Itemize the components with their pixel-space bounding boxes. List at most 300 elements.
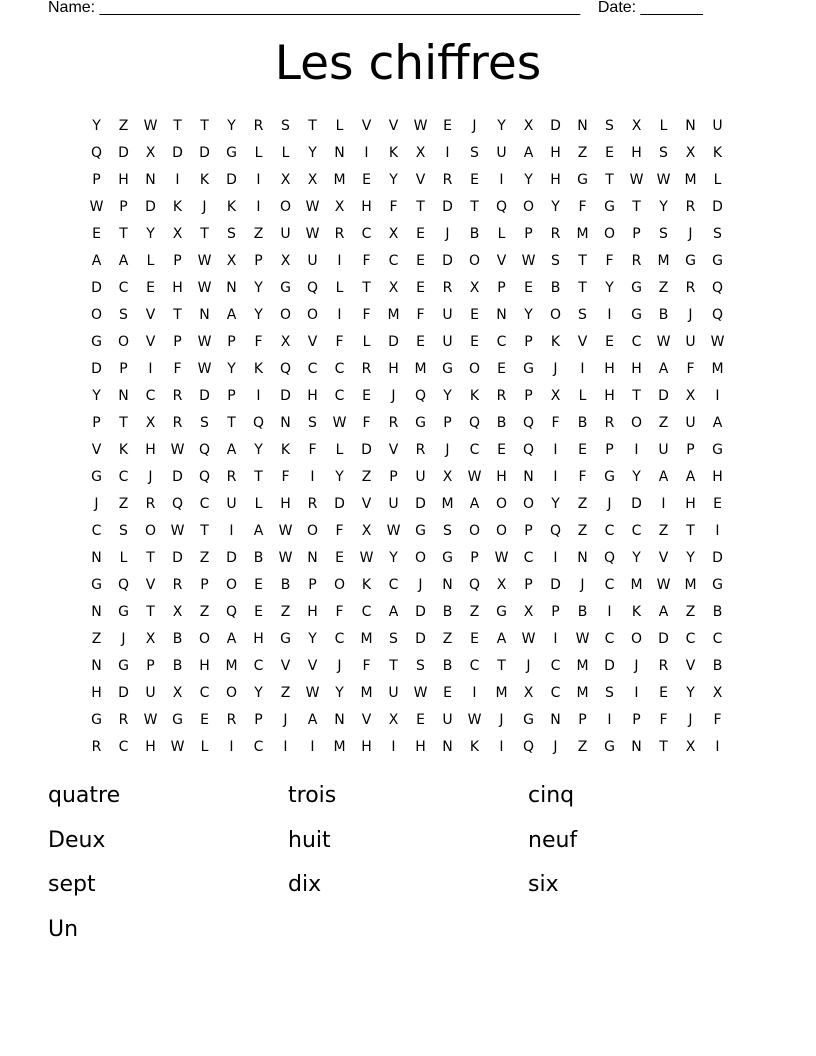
grid-letter: D — [172, 468, 183, 485]
grid-row — [83, 328, 731, 355]
grid-letter: C — [604, 576, 615, 593]
grid-letter: J — [445, 441, 450, 458]
grid-letter: E — [416, 333, 425, 350]
grid-letter: S — [308, 414, 317, 431]
grid-row — [83, 598, 731, 625]
grid-letter: V — [415, 171, 426, 188]
grid-letter: Y — [227, 360, 236, 377]
grid-letter: G — [712, 252, 723, 269]
grid-letter: Y — [551, 495, 560, 512]
grid-letter: E — [92, 225, 101, 242]
grid-letter: G — [604, 468, 615, 485]
grid-letter: U — [712, 117, 723, 134]
grid-letter: J — [418, 576, 423, 593]
grid-letter: W — [170, 441, 185, 458]
grid-letter: P — [497, 279, 506, 296]
grid-letter: T — [578, 279, 587, 296]
grid-letter: K — [172, 198, 183, 215]
grid-row — [83, 436, 731, 463]
grid-letter: M — [414, 360, 427, 377]
grid-letter: C — [388, 252, 399, 269]
grid-letter: G — [631, 306, 642, 323]
grid-letter: D — [550, 576, 561, 593]
grid-letter: J — [283, 711, 288, 728]
grid-letter: C — [469, 441, 480, 458]
grid-letter: Z — [199, 549, 210, 566]
grid-letter: I — [391, 738, 396, 755]
grid-letter: Y — [632, 468, 641, 485]
grid-letter: X — [685, 144, 696, 161]
grid-letter: J — [688, 306, 693, 323]
grid-letter: E — [416, 279, 425, 296]
grid-letter: W — [656, 576, 671, 593]
grid-letter: O — [306, 306, 319, 323]
grid-letter: P — [632, 711, 641, 728]
grid-letter: U — [307, 252, 318, 269]
grid-letter: R — [172, 414, 183, 431]
grid-letter: J — [94, 495, 99, 512]
grid-letter: I — [553, 630, 558, 647]
word-list-item: quatre — [48, 783, 121, 808]
grid-row — [83, 409, 731, 436]
grid-letter: G — [91, 333, 102, 350]
grid-letter: L — [497, 225, 506, 242]
grid-letter: Y — [443, 387, 452, 404]
grid-letter: F — [308, 441, 317, 458]
grid-letter: T — [200, 522, 209, 539]
grid-letter: Q — [279, 360, 292, 377]
grid-letter: X — [334, 198, 345, 215]
grid-letter: B — [253, 549, 264, 566]
grid-letter: Y — [92, 117, 101, 134]
grid-letter: D — [631, 495, 642, 512]
grid-letter: H — [253, 630, 264, 647]
grid-letter: Q — [252, 414, 265, 431]
grid-letter: O — [90, 306, 103, 323]
grid-letter: R — [118, 711, 129, 728]
grid-letter: E — [146, 279, 155, 296]
grid-letter: A — [469, 495, 480, 512]
grid-letter: P — [92, 171, 101, 188]
grid-letter: I — [580, 360, 585, 377]
grid-letter: L — [578, 387, 587, 404]
grid-letter: S — [470, 144, 479, 161]
grid-letter: H — [631, 360, 642, 377]
grid-letter: U — [496, 144, 507, 161]
grid-letter: W — [197, 279, 212, 296]
grid-letter: B — [280, 576, 291, 593]
grid-row — [83, 301, 731, 328]
grid-letter: D — [550, 117, 561, 134]
grid-letter: D — [415, 603, 426, 620]
grid-letter: T — [119, 414, 128, 431]
grid-letter: I — [337, 252, 342, 269]
grid-letter: V — [91, 441, 102, 458]
grid-letter: D — [415, 495, 426, 512]
grid-letter: Q — [468, 576, 481, 593]
grid-letter: X — [415, 144, 426, 161]
grid-letter: S — [605, 117, 614, 134]
grid-letter: Q — [198, 441, 211, 458]
grid-letter: D — [361, 441, 372, 458]
grid-letter: V — [307, 333, 318, 350]
grid-letter: U — [442, 306, 453, 323]
grid-letter: F — [605, 252, 614, 269]
grid-letter: B — [172, 657, 183, 674]
grid-letter: S — [119, 306, 128, 323]
grid-letter: Q — [495, 198, 508, 215]
grid-letter: I — [715, 387, 720, 404]
grid-row — [83, 652, 731, 679]
grid-letter: X — [280, 333, 291, 350]
grid-letter: I — [634, 684, 639, 701]
grid-letter: X — [712, 684, 723, 701]
grid-letter: C — [118, 738, 129, 755]
grid-letter: W — [278, 522, 293, 539]
grid-letter: P — [524, 387, 533, 404]
grid-letter: V — [577, 333, 588, 350]
grid-letter: W — [629, 171, 644, 188]
grid-letter: L — [659, 117, 668, 134]
grid-letter: F — [551, 414, 560, 431]
grid-letter: I — [337, 306, 342, 323]
grid-letter: D — [658, 387, 669, 404]
grid-letter: N — [91, 549, 102, 566]
grid-letter: D — [388, 333, 399, 350]
grid-letter: G — [118, 603, 129, 620]
grid-letter: Q — [171, 495, 184, 512]
grid-letter: C — [496, 333, 507, 350]
grid-letter: O — [333, 576, 346, 593]
grid-letter: D — [658, 630, 669, 647]
grid-letter: A — [658, 360, 669, 377]
grid-letter: D — [415, 630, 426, 647]
grid-letter: B — [469, 225, 480, 242]
grid-letter: D — [199, 387, 210, 404]
grid-letter: J — [121, 630, 126, 647]
grid-letter: Z — [280, 684, 291, 701]
grid-letter: I — [553, 549, 558, 566]
grid-letter: I — [472, 684, 477, 701]
grid-letter: C — [118, 279, 129, 296]
grid-letter: H — [550, 144, 561, 161]
grid-letter: P — [254, 711, 263, 728]
grid-letter: F — [335, 333, 344, 350]
grid-letter: O — [603, 225, 616, 242]
grid-letter: Y — [605, 279, 614, 296]
grid-letter: X — [280, 171, 291, 188]
grid-letter: B — [712, 603, 723, 620]
grid-letter: H — [145, 441, 156, 458]
grid-letter: Q — [198, 468, 211, 485]
grid-letter: L — [335, 441, 344, 458]
grid-row — [83, 112, 731, 139]
grid-letter: Z — [361, 468, 372, 485]
grid-letter: Z — [118, 117, 129, 134]
grid-letter: V — [658, 549, 669, 566]
grid-letter: P — [173, 252, 182, 269]
grid-letter: Q — [522, 738, 535, 755]
grid-letter: R — [388, 414, 399, 431]
grid-letter: W — [332, 414, 347, 431]
grid-letter: J — [337, 657, 342, 674]
grid-letter: T — [308, 117, 317, 134]
grid-letter: N — [334, 144, 345, 161]
grid-letter: J — [607, 495, 612, 512]
grid-letter: I — [364, 144, 369, 161]
grid-letter: F — [281, 468, 290, 485]
grid-letter: P — [227, 333, 236, 350]
grid-letter: V — [145, 576, 156, 593]
grid-letter: W — [467, 468, 482, 485]
grid-letter: I — [310, 468, 315, 485]
grid-letter: I — [310, 738, 315, 755]
grid-letter: F — [362, 306, 371, 323]
grid-letter: W — [197, 252, 212, 269]
grid-letter: Z — [280, 603, 291, 620]
grid-letter: Y — [632, 549, 641, 566]
grid-letter: H — [91, 684, 102, 701]
grid-row — [83, 166, 731, 193]
grid-letter: W — [197, 333, 212, 350]
grid-letter: E — [578, 441, 587, 458]
grid-letter: N — [280, 414, 291, 431]
grid-letter: H — [388, 360, 399, 377]
grid-letter: C — [334, 360, 345, 377]
grid-letter: G — [172, 711, 183, 728]
grid-letter: D — [442, 252, 453, 269]
grid-letter: O — [630, 414, 643, 431]
grid-letter: E — [713, 495, 722, 512]
grid-letter: K — [550, 333, 561, 350]
grid-letter: I — [256, 387, 261, 404]
grid-letter: P — [524, 333, 533, 350]
grid-letter: T — [173, 306, 182, 323]
grid-letter: V — [496, 252, 507, 269]
grid-letter: G — [91, 711, 102, 728]
grid-letter: J — [634, 657, 639, 674]
grid-row — [83, 139, 731, 166]
grid-letter: I — [283, 738, 288, 755]
grid-letter: R — [226, 468, 237, 485]
grid-letter: M — [711, 360, 724, 377]
grid-letter: O — [468, 522, 481, 539]
grid-letter: D — [118, 684, 129, 701]
grid-letter: G — [280, 279, 291, 296]
grid-letter: J — [148, 468, 153, 485]
grid-letter: F — [578, 468, 587, 485]
grid-letter: D — [226, 549, 237, 566]
grid-letter: X — [307, 171, 318, 188]
grid-letter: E — [497, 441, 506, 458]
grid-letter: I — [607, 711, 612, 728]
grid-letter: S — [578, 306, 587, 323]
grid-letter: P — [389, 468, 398, 485]
grid-letter: S — [389, 630, 398, 647]
grid-letter: U — [415, 468, 426, 485]
grid-row — [83, 544, 731, 571]
grid-letter: D — [712, 549, 723, 566]
grid-letter: W — [656, 171, 671, 188]
grid-letter: C — [712, 630, 723, 647]
grid-letter: C — [199, 684, 210, 701]
grid-letter: X — [523, 117, 534, 134]
grid-letter: P — [524, 225, 533, 242]
grid-letter: Y — [308, 144, 317, 161]
grid-letter: A — [712, 414, 723, 431]
grid-letter: D — [334, 495, 345, 512]
grid-letter: O — [522, 495, 535, 512]
grid-letter: L — [146, 252, 155, 269]
grid-letter: S — [605, 684, 614, 701]
grid-letter: P — [119, 198, 128, 215]
grid-letter: C — [631, 333, 642, 350]
grid-letter: W — [197, 360, 212, 377]
grid-letter: W — [305, 198, 320, 215]
grid-letter: O — [225, 684, 238, 701]
grid-letter: G — [604, 198, 615, 215]
grid-letter: Q — [522, 414, 535, 431]
grid-letter: G — [442, 549, 453, 566]
grid-letter: C — [685, 630, 696, 647]
grid-letter: F — [389, 198, 398, 215]
word-list-item: six — [528, 872, 559, 897]
grid-letter: N — [91, 603, 102, 620]
grid-letter: P — [227, 387, 236, 404]
grid-letter: L — [335, 279, 344, 296]
grid-letter: B — [442, 657, 453, 674]
grid-letter: I — [607, 306, 612, 323]
grid-letter: W — [494, 549, 509, 566]
grid-letter: X — [442, 468, 453, 485]
grid-letter: W — [710, 333, 725, 350]
grid-letter: B — [496, 414, 507, 431]
grid-row — [83, 247, 731, 274]
grid-letter: C — [550, 657, 561, 674]
grid-letter: O — [549, 306, 562, 323]
grid-letter: F — [173, 360, 182, 377]
grid-letter: R — [442, 171, 453, 188]
grid-letter: O — [468, 360, 481, 377]
grid-letter: U — [442, 711, 453, 728]
grid-letter: R — [172, 387, 183, 404]
grid-letter: H — [118, 171, 129, 188]
grid-letter: O — [495, 495, 508, 512]
grid-letter: H — [280, 495, 291, 512]
grid-letter: W — [467, 711, 482, 728]
grid-letter: C — [253, 657, 264, 674]
grid-letter: J — [445, 225, 450, 242]
grid-letter: E — [416, 711, 425, 728]
grid-letter: Y — [254, 441, 263, 458]
grid-letter: J — [553, 360, 558, 377]
grid-letter: M — [333, 171, 346, 188]
grid-letter: E — [470, 306, 479, 323]
grid-letter: T — [173, 117, 182, 134]
grid-letter: S — [416, 657, 425, 674]
grid-letter: I — [607, 603, 612, 620]
grid-letter: H — [145, 738, 156, 755]
grid-letter: Q — [549, 522, 562, 539]
grid-letter: Y — [227, 117, 236, 134]
grid-letter: R — [307, 495, 318, 512]
grid-letter: D — [442, 198, 453, 215]
grid-letter: D — [145, 198, 156, 215]
grid-letter: S — [443, 522, 452, 539]
grid-letter: R — [550, 225, 561, 242]
grid-letter: I — [715, 738, 720, 755]
grid-letter: E — [416, 252, 425, 269]
grid-letter: C — [253, 738, 264, 755]
grid-letter: H — [361, 738, 372, 755]
grid-letter: R — [253, 117, 264, 134]
grid-letter: T — [416, 198, 425, 215]
grid-letter: C — [604, 522, 615, 539]
grid-letter: Q — [711, 306, 724, 323]
grid-letter: L — [200, 738, 209, 755]
grid-letter: F — [686, 360, 695, 377]
grid-letter: J — [391, 387, 396, 404]
grid-letter: P — [632, 225, 641, 242]
grid-letter: D — [172, 144, 183, 161]
word-list-item: Deux — [48, 827, 106, 853]
grid-letter: C — [91, 522, 102, 539]
grid-letter: X — [361, 522, 372, 539]
grid-letter: E — [659, 684, 668, 701]
grid-letter: H — [604, 360, 615, 377]
grid-letter: A — [496, 630, 507, 647]
word-list — [48, 781, 768, 959]
grid-letter: Z — [253, 225, 264, 242]
grid-letter: R — [685, 279, 696, 296]
grid-letter: Z — [577, 522, 588, 539]
grid-letter: N — [199, 306, 210, 323]
grid-letter: G — [280, 630, 291, 647]
grid-letter: E — [605, 144, 614, 161]
grid-letter: T — [200, 117, 209, 134]
grid-letter: M — [387, 306, 400, 323]
grid-letter: R — [442, 279, 453, 296]
grid-letter: V — [361, 711, 372, 728]
grid-row — [83, 733, 731, 760]
grid-letter: R — [334, 225, 345, 242]
name-date-line: Name: ______________________________________________________ Date: _______ — [48, 0, 703, 16]
grid-letter: Q — [414, 387, 427, 404]
grid-letter: U — [442, 333, 453, 350]
grid-letter: M — [576, 684, 589, 701]
grid-row — [83, 679, 731, 706]
grid-letter: Z — [577, 738, 588, 755]
grid-letter: Y — [308, 630, 317, 647]
grid-letter: I — [553, 441, 558, 458]
grid-letter: Y — [524, 306, 533, 323]
grid-letter: U — [280, 225, 291, 242]
grid-letter: X — [388, 711, 399, 728]
grid-letter: D — [280, 387, 291, 404]
grid-letter: R — [631, 252, 642, 269]
grid-letter: F — [362, 252, 371, 269]
grid-letter: X — [523, 684, 534, 701]
grid-letter: C — [550, 684, 561, 701]
grid-letter: G — [496, 603, 507, 620]
grid-letter: X — [388, 225, 399, 242]
grid-letter: X — [685, 738, 696, 755]
grid-letter: D — [118, 144, 129, 161]
grid-letter: N — [577, 117, 588, 134]
grid-letter: L — [119, 549, 128, 566]
grid-letter: I — [634, 441, 639, 458]
grid-letter: W — [305, 684, 320, 701]
